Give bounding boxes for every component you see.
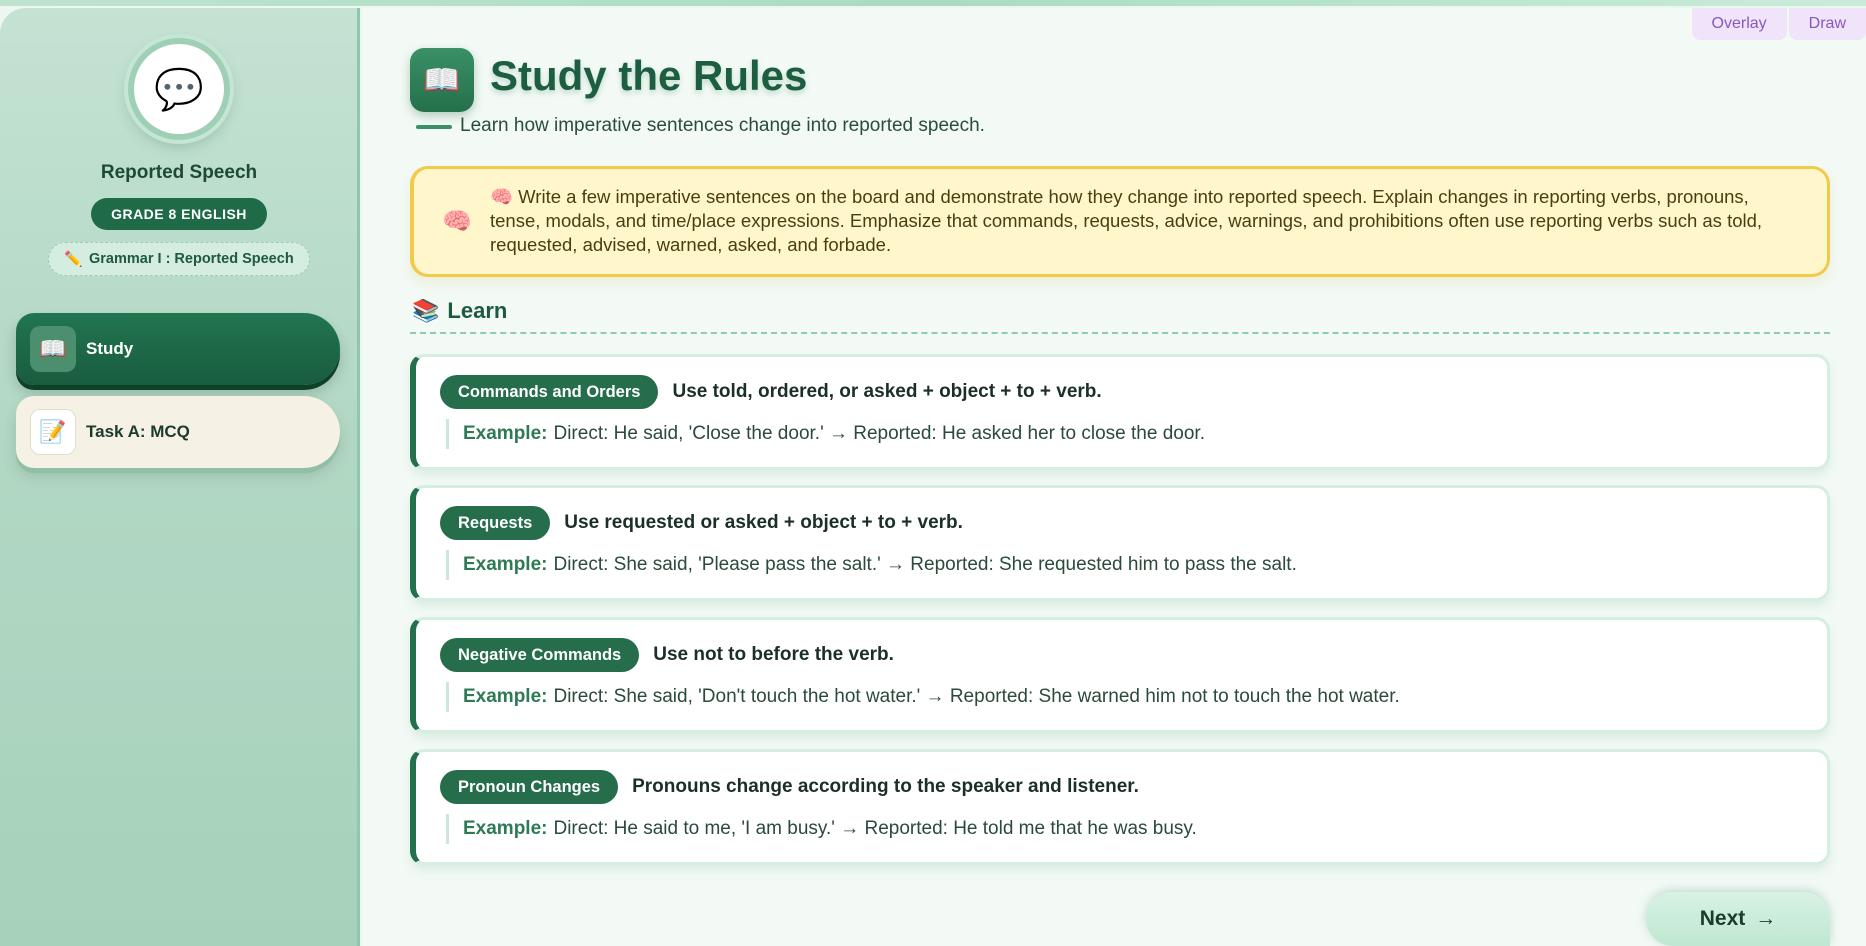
draw-button[interactable]: Draw [1789,8,1866,40]
example-label: Example: [463,818,548,839]
subtitle-accent [416,125,452,129]
app-name: Reported Speech [100,162,258,183]
rule-text: Pronouns change according to the speaker and listener. [632,776,1139,797]
rule-text: Use not to before the verb. [653,644,894,665]
sidebar-item-label: Task A: MCQ [86,422,190,441]
tool-buttons [1692,8,1866,40]
open-book-icon: 📖 [30,326,76,372]
grade-badge: GRADE 8 ENGLISH [91,198,267,230]
rule-text: Use requested or asked + object + to + verb. [564,512,963,533]
example-text: Direct: She said, 'Don't touch the hot water.' → Reported: She warned him not to touch the hot water. [553,686,1400,707]
sidebar-item-study[interactable] [16,313,340,385]
speech-bubble-icon: 💬 [128,38,230,140]
rule-tag: Requests [440,506,550,540]
divider [410,332,1830,334]
teacher-note [410,166,1830,277]
memo-icon: 📝 [30,409,76,455]
rule-card-negative-commands [410,617,1830,733]
open-book-icon: 📖 [410,48,474,112]
sidebar-item-task-a[interactable] [16,396,340,468]
example-label: Example: [463,423,548,444]
rule-example [446,682,1400,712]
rule-example [446,550,1297,580]
sidebar [0,8,360,946]
rule-tag: Pronoun Changes [440,770,618,804]
rule-card-commands [410,354,1830,470]
rule-example [446,419,1205,449]
example-text: Direct: He said, 'Close the door.' → Reported: He asked her to close the door. [553,423,1205,444]
topic-badge [48,242,310,276]
rule-tag: Commands and Orders [440,375,658,409]
next-button[interactable] [1646,892,1830,946]
next-label: Next [1699,907,1746,930]
main-content [362,8,1866,946]
rule-example [446,814,1197,844]
pencil-icon: ✏️ [64,251,83,268]
example-label: Example: [463,554,548,575]
rule-tag: Negative Commands [440,638,639,672]
overlay-button[interactable]: Overlay [1692,8,1787,40]
arrow-right-icon: → [1755,907,1777,930]
top-accent-strip [0,0,1866,6]
learn-heading [412,298,507,324]
books-icon: 📚 [412,298,440,323]
learn-heading-label: Learn [447,298,508,323]
topic-label: Grammar I : Reported Speech [89,251,294,267]
rule-text: Use told, ordered, or asked + object + to + verb. [672,381,1102,402]
rule-card-requests [410,485,1830,601]
page-title: Study the Rules [490,52,808,99]
brain-icon: 🧠 [442,207,472,235]
rule-card-pronoun-changes [410,749,1830,865]
page-subtitle: Learn how imperative sentences change into reported speech. [460,115,985,136]
sidebar-item-label: Study [86,339,134,358]
teacher-note-text: 🧠 Write a few imperative sentences on the board and demonstrate how they change into reported speech. Explain changes in reporting verbs, pronouns, tense, modals, and time/place expressions. Emphasize that commands, requests, advice, warnings, and prohibitions often use reporting verbs such as told, requested, advised, warned, asked, and forbade. [490,186,1763,255]
example-text: Direct: He said to me, 'I am busy.' → Reported: He told me that he was busy. [553,818,1197,839]
example-label: Example: [463,686,548,707]
example-text: Direct: She said, 'Please pass the salt.' → Reported: She requested him to pass the salt. [553,554,1297,575]
